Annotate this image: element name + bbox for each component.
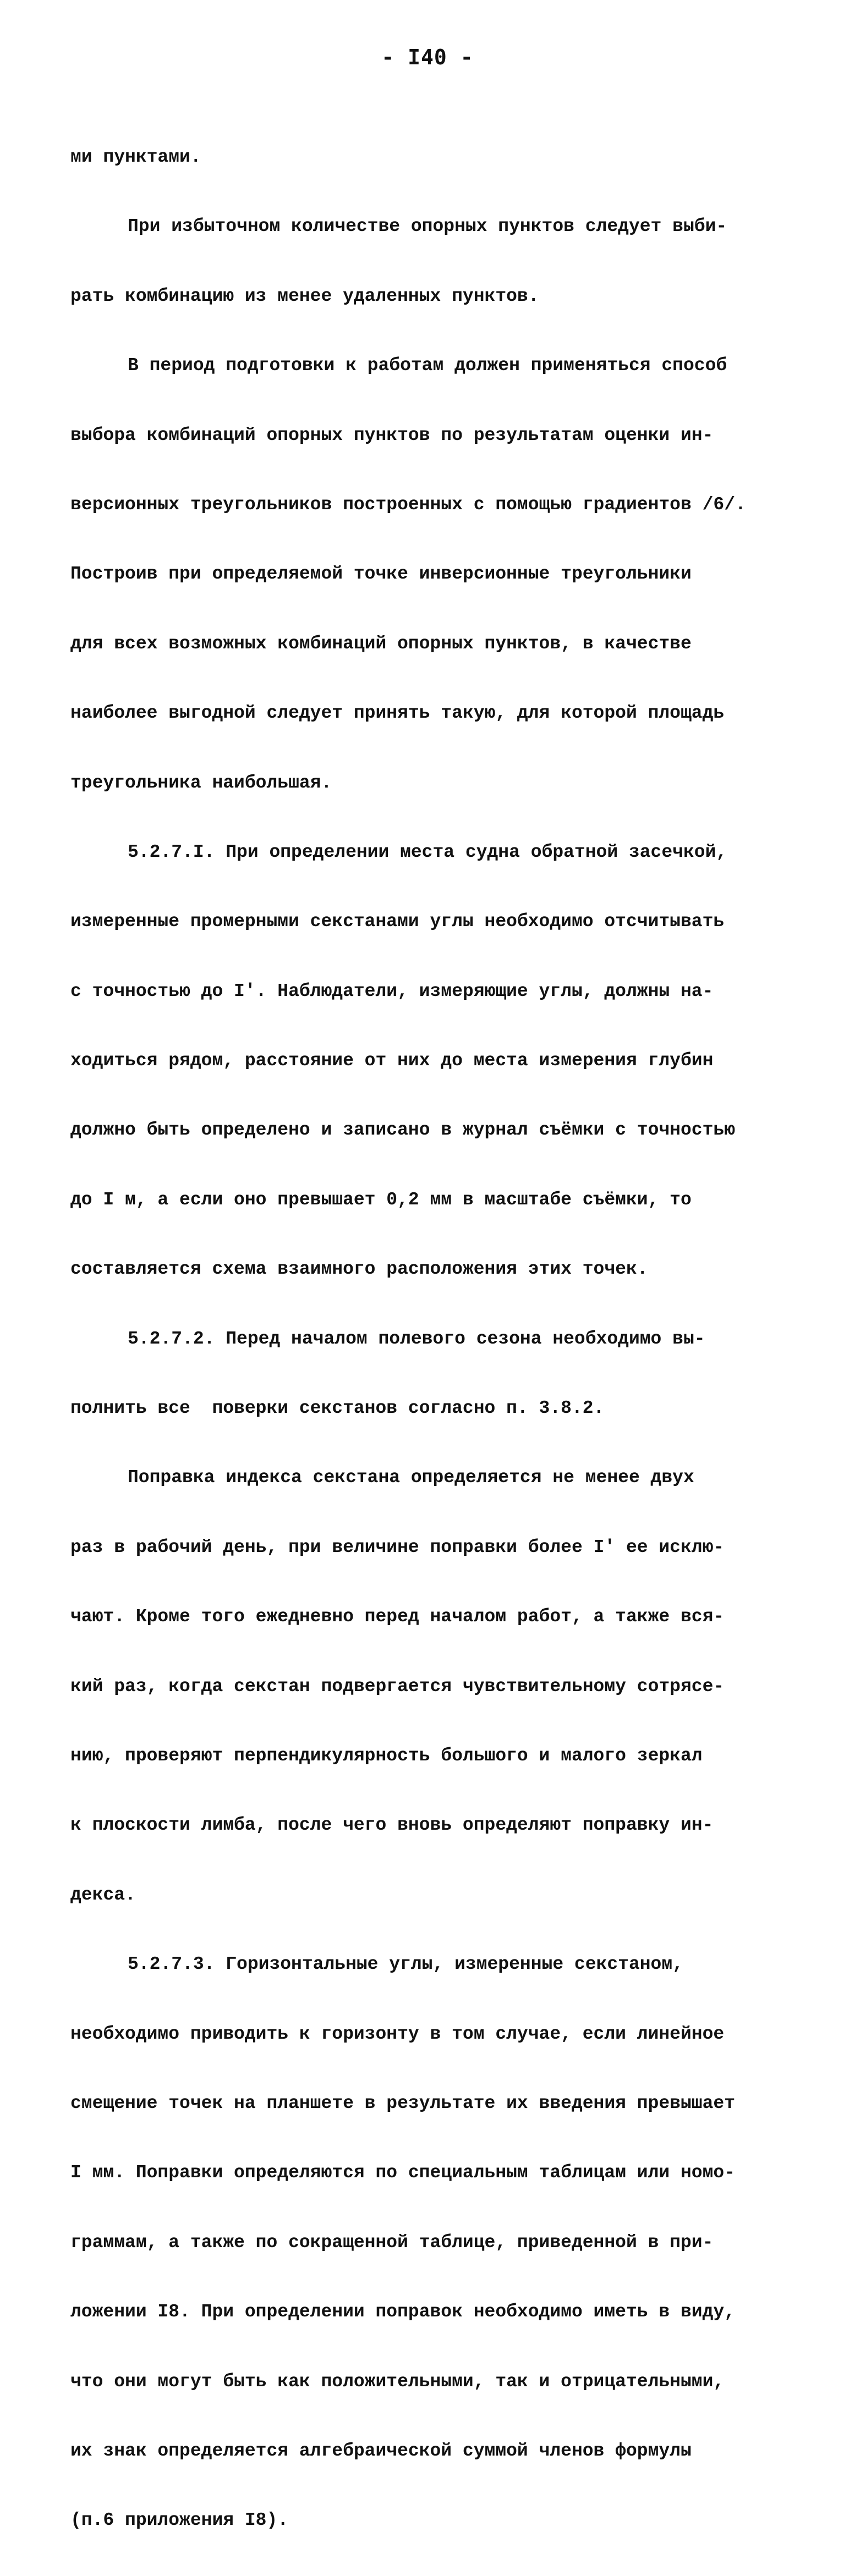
text-line: декса. bbox=[70, 1884, 136, 1905]
text-line: с точностью до I'. Наблюдатели, измеряющие углы, должны на- bbox=[70, 981, 714, 1001]
text-line: полнить все поверки секстанов согласно п. 3.8.2. bbox=[70, 1398, 605, 1419]
text-line: (п.6 приложения I8). bbox=[70, 2510, 289, 2531]
text-line: Построив при определяемой точке инверсионные треугольники bbox=[70, 564, 692, 585]
text-line: до I м, а если оно превышает 0,2 мм в масштабе съёмки, то bbox=[70, 1189, 692, 1210]
text-line: их знак определяется алгебраической суммой членов формулы bbox=[70, 2440, 692, 2461]
text-line: граммам, а также по сокращенной таблице, приведенной в при- bbox=[70, 2232, 714, 2253]
text-line: необходимо приводить к горизонту в том случае, если линейное bbox=[70, 2023, 725, 2044]
text-line: что они могут быть как положительными, так и отрицательными, bbox=[70, 2371, 725, 2392]
text-line: наиболее выгодной следует принять такую, для которой площадь bbox=[70, 703, 725, 724]
text-line: 5.2.7.2. Перед началом полевого сезона необходимо вы- bbox=[128, 1328, 705, 1349]
body-text bbox=[70, 102, 797, 2576]
text-line: ходиться рядом, расстояние от них до места измерения глубин bbox=[70, 1050, 714, 1071]
text-line: треугольника наибольшая. bbox=[70, 772, 332, 793]
text-line: версионных треугольников построенных с помощью градиентов /6/. bbox=[70, 494, 746, 515]
text-line: ми пунктами. bbox=[70, 147, 201, 167]
text-line: составляется схема взаимного расположения этих точек. bbox=[70, 1259, 648, 1280]
text-line: В период подготовки к работам должен применяться способ bbox=[128, 355, 727, 376]
text-line: для всех возможных комбинаций опорных пунктов, в качестве bbox=[70, 633, 692, 654]
text-line: чают. Кроме того ежедневно перед началом работ, а также вся- bbox=[70, 1606, 725, 1627]
page-number: - I40 - bbox=[381, 45, 474, 69]
text-line: рать комбинацию из менее удаленных пунктов. bbox=[70, 285, 539, 306]
text-line: должно быть определено и записано в журнал съёмки с точностью bbox=[70, 1120, 735, 1141]
text-line: к плоскости лимба, после чего вновь определяют поправку ин- bbox=[70, 1815, 714, 1836]
text-line: раз в рабочий день, при величине поправки более I' ее исклю- bbox=[70, 1537, 725, 1557]
text-line: кий раз, когда секстан подвергается чувствительному сотрясе- bbox=[70, 1676, 725, 1697]
text-line: ложении I8. При определении поправок необходимо иметь в виду, bbox=[70, 2302, 735, 2322]
text-line: нию, проверяют перпендикулярность большого и малого зеркал bbox=[70, 1745, 703, 1766]
text-line: выбора комбинаций опорных пунктов по результатам оценки ин- bbox=[70, 425, 714, 445]
text-line: При избыточном количестве опорных пунктов следует выби- bbox=[128, 216, 727, 237]
text-line: смещение точек на планшете в результате их введения превышает bbox=[70, 2093, 735, 2113]
text-line: Поправка индекса секстана определяется не менее двух bbox=[128, 1467, 694, 1488]
text-line: I мм. Поправки определяются по специальным таблицам или номо- bbox=[70, 2162, 735, 2183]
text-line: 5.2.7.I. При определении места судна обратной засечкой, bbox=[128, 841, 727, 862]
text-line: 5.2.7.3. Горизонтальные углы, измеренные секстаном, bbox=[128, 1954, 683, 1975]
text-line: измеренные промерными секстанами углы необходимо отсчитывать bbox=[70, 911, 725, 932]
